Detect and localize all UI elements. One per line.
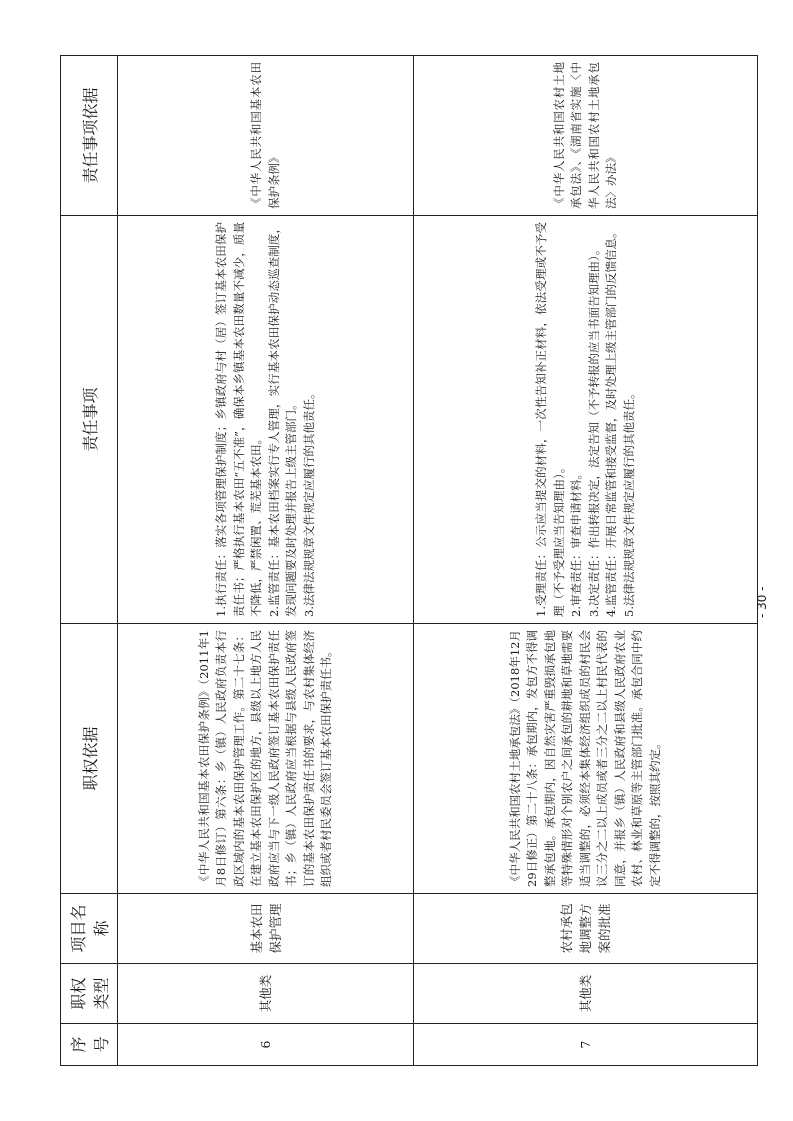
header-cell-duties: 责任事项 [61, 216, 118, 624]
duty-items [414, 216, 758, 624]
table-row [414, 56, 758, 1066]
duty-line: 1.受理责任：公示应当提交的材料，一次性告知补正材料，依法受理或不予受理（不予受理应当告知理由）。 [534, 222, 566, 617]
duty-basis: 《中华人民共和国基本农田保护条例》 [118, 56, 414, 216]
duty-line: 4.监管责任：开展日常监管和接受监督，及时处理上级主管部门的反馈信息。 [604, 226, 618, 617]
header-cell-no: 序号 [61, 1024, 118, 1066]
page-number: - 30 - [755, 586, 769, 618]
item-name: 基本农田保护管理 [118, 894, 414, 964]
duty-line: 2.审查责任：审查申请材料。 [569, 468, 583, 617]
row-number: 6 [118, 1024, 414, 1066]
duty-items [118, 216, 414, 624]
header-cell-type: 职权类型 [61, 964, 118, 1024]
duty-basis: 《中华人民共和国农村土地承包法》、《湖南省实施〈中华人民共和国农村土地承包法〉办法》 [414, 56, 758, 216]
duty-line: 5.法律法规规章文件规定应履行的其他责任。 [621, 387, 636, 617]
duty-line: 1.执行责任：落实各项管理保护制度；乡镇政府与村（居）签订基本农田保护责任书；严格执行基本农田“五不准”，确保本乡镇基本农田数量不减少，质量不降低，严禁闲置、荒芜基本农田。 [214, 222, 263, 617]
authority-type: 其他类 [118, 964, 414, 1024]
duty-line: 3.法律法规规章文件规定应履行的其他责任。 [301, 387, 316, 617]
duty-line: 3.决定责任：作出转报决定，法定告知（不予转报的应当书面告知理由）。 [586, 243, 601, 617]
header-cell-basis: 职权依据 [61, 624, 118, 894]
authority-type: 其他类 [414, 964, 758, 1024]
header-cell-duty-basis: 责任事项依据 [61, 56, 118, 216]
authority-basis: 《中华人民共和国农村土地承包法》（2018年12月29日修正）第二十八条：承包期内，发包方不得调整承包地。承包期内，因自然灾害严重毁损承包地等特殊情形对个别农户之间承包的耕地和草地需要适当调整的，必须经本集体经济组织成员的村民会议三分之二以上成员或者三分之二以上村民代表的同意，并报乡（镇）人民政府和县级人民政府农业农村、林业和草原等主管部门批准。承包合同中约定不得调整的，按照其约定。 [414, 624, 758, 894]
header-cell-name: 项目名称 [61, 894, 118, 964]
row-number: 7 [414, 1024, 758, 1066]
table-row [118, 56, 414, 1066]
responsibility-table [60, 55, 758, 1066]
duty-line: 2.监管责任：基本农田档案实行专人管理，实行基本农田保护动态巡查制度，发现问题要及时处理并报告上级主管部门。 [266, 222, 298, 617]
authority-basis: 《中华人民共和国基本农田保护条例》（2011年1月8日修订）第六条：乡（镇）人民政府负责本行政区域内的基本农田保护管理工作。第二十七条：在建立基本农田保护区的地方，县级以上地方人民政府应当与下一级人民政府签订基本农田保护责任书；乡（镇）人民政府应当根据与县级人民政府签订的基本农田保护责任书的要求，与农村集体经济组织或者村民委员会签订基本农田保护责任书。 [118, 624, 414, 894]
header-row [61, 56, 118, 1066]
item-name: 农村承包地调整方案的批准 [414, 894, 758, 964]
